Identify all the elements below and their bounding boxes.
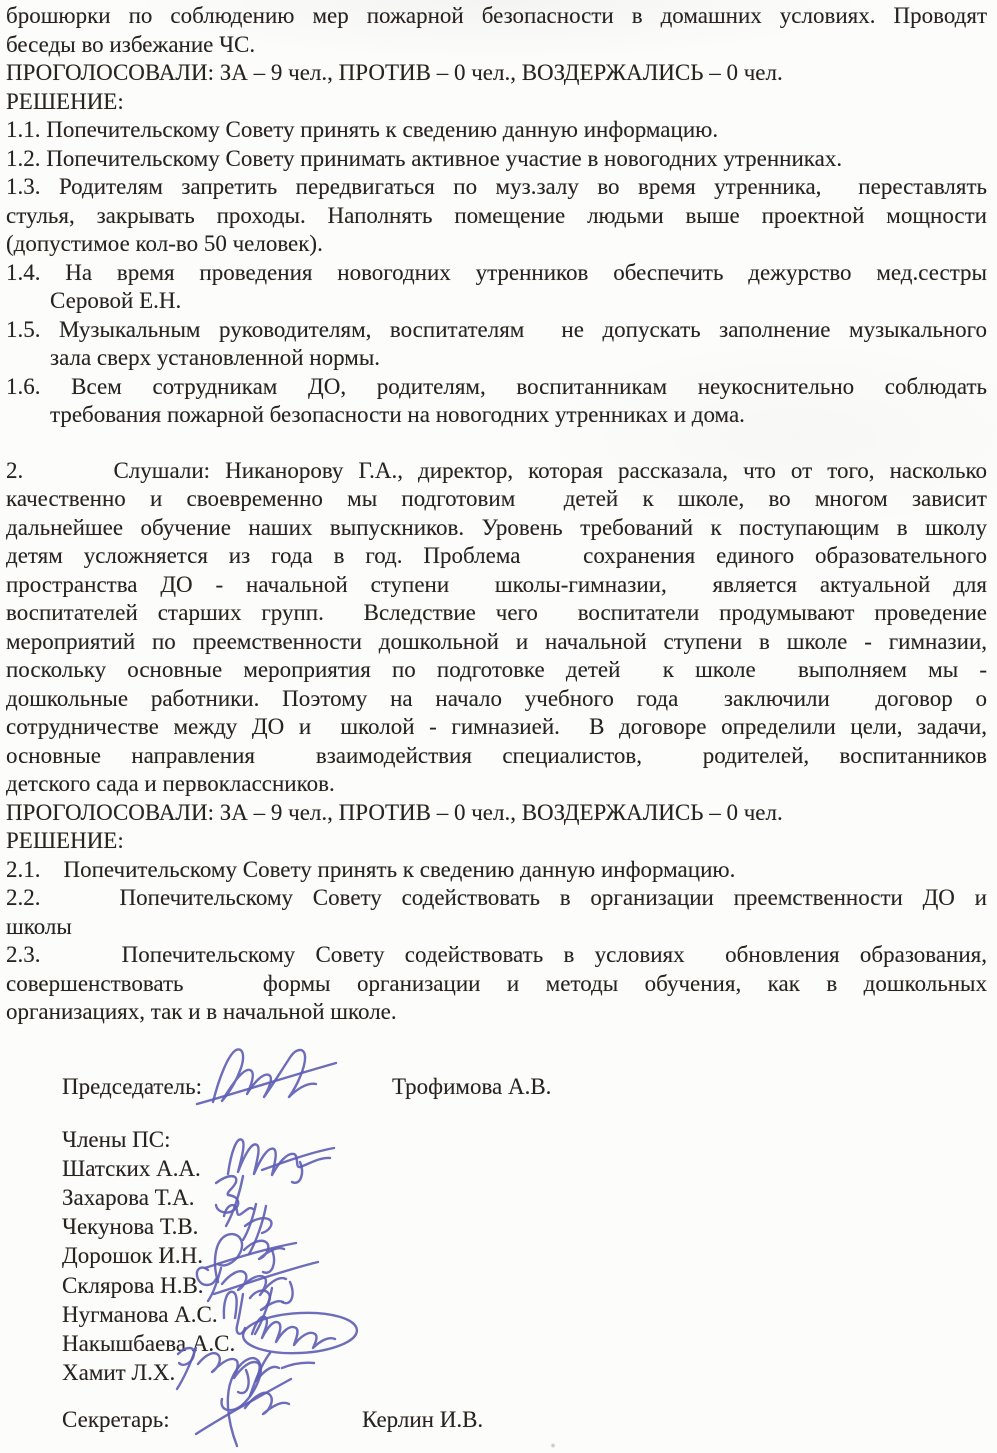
member-name: Захарова Т.А. [62, 1184, 195, 1210]
text-line: мероприятий по преемственности дошкольной и начальной ступени в школе - гимназии, [6, 628, 987, 654]
text-line: 1.1. Попечительскому Совету принять к сведению данную информацию. [6, 117, 719, 142]
members-label: Члены ПС: [62, 1126, 171, 1152]
text-line: воспитателей старших групп. Вследствие чего воспитатели продумывают проведение [6, 600, 987, 625]
text-line: беседы во избежание ЧС. [6, 31, 256, 57]
text-line: детям усложняется из года в год. Проблема сохранения единого образовательного [6, 543, 987, 568]
text-line: 2.2. Попечительскому Совету содействовать в организации преемственности ДО и [6, 885, 987, 910]
members-list [0, 1154, 997, 1388]
text-line: 1.4. На время проведения новогодних утренников обеспечить дежурство мед.сестры [6, 259, 987, 285]
text-line: детского сада и первоклассников. [6, 771, 335, 796]
member-name: Накышбаева А.С. [62, 1330, 236, 1356]
member-name: Нугманова А.С. [62, 1301, 218, 1327]
text-line: 2. Слушали: Никанорову Г.А., директор, которая рассказала, что от того, насколько [6, 457, 987, 483]
member-name: Склярова Н.В. [62, 1272, 204, 1298]
text-line: поскольку основные мероприятия по подготовке детей к школе выполняем мы - [6, 657, 987, 682]
text-line: пространства ДО - начальной ступени школы-гимназии, является актуальной для [6, 571, 987, 597]
text-line: ПРОГОЛОСОВАЛИ: ЗА – 9 чел., ПРОТИВ – 0 чел., ВОЗДЕРЖАЛИСЬ – 0 чел. [6, 799, 783, 825]
text-line: 1.6. Всем сотрудникам ДО, родителям, воспитанникам неукоснительно соблюдать [6, 373, 987, 399]
text-line: зала сверх установленной нормы. [50, 345, 381, 370]
text-line: стулья, закрывать проходы. Наполнять помещение людьми выше проектной мощности [6, 202, 987, 228]
secretary-name: Керлин И.В. [362, 1407, 484, 1433]
text-line: РЕШЕНИЕ: [6, 828, 124, 853]
member-name: Шатских А.А. [62, 1155, 201, 1181]
secretary-label: Секретарь: [62, 1407, 170, 1433]
text-line: школы [6, 913, 72, 939]
member-name: Чекунова Т.В. [62, 1214, 199, 1240]
text-line: организациях, так и в начальной школе. [6, 999, 397, 1024]
text-line: 1.2. Попечительскому Совету принимать активное участие в новогодних утренниках. [6, 145, 843, 171]
chair-label: Председатель: [62, 1073, 203, 1099]
text-line: основные направления взаимодействия специалистов, родителей, воспитанников [6, 742, 987, 768]
text-line: совершенствовать формы организации и методы обучения, как в дошкольных [6, 970, 987, 996]
scan-speck-artifact [550, 1443, 556, 1448]
text-line: дошкольные работники. Поэтому на начало учебного года заключили договор о [6, 685, 987, 711]
member-name: Хамит Л.Х. [62, 1360, 176, 1386]
member-name: Дорошок И.Н. [62, 1243, 204, 1269]
text-line: Серовой Е.Н. [50, 288, 182, 313]
text-line: (допустимое кол-во 50 человек). [6, 231, 323, 256]
text-line: брошюрки по соблюдению мер пожарной безопасности в домашних условиях. Проводят [6, 3, 987, 28]
text-line: 2.3. Попечительскому Совету содействовать в условиях обновления образования, [6, 942, 987, 967]
secretary-row [0, 1405, 997, 1434]
text-line: качественно и своевременно мы подготовим детей к школе, во многом зависит [6, 486, 987, 511]
signature-section [0, 1072, 997, 1435]
chair-name: Трофимова А.В. [392, 1073, 552, 1099]
text-line: 1.5. Музыкальным руководителям, воспитателям не допускать заполнение музыкального [6, 316, 987, 342]
text-line: требования пожарной безопасности на новогодних утренниках и дома. [50, 402, 745, 427]
chair-row [0, 1072, 997, 1101]
text-line: дальнейшее обучение наших выпускников. Уровень требований к поступающим в школу [6, 514, 987, 540]
text-line: РЕШЕНИЕ: [6, 88, 124, 114]
text-line: ПРОГОЛОСОВАЛИ: ЗА – 9 чел., ПРОТИВ – 0 чел., ВОЗДЕРЖАЛИСЬ – 0 чел. [6, 60, 783, 85]
text-line: сотрудничестве между ДО и школой - гимназией. В договоре определили цели, задачи, [6, 714, 987, 739]
text-line: 1.3. Родителям запретить передвигаться по муз.залу во время утренника, переставлять [6, 174, 987, 199]
text-line: 2.1. Попечительскому Совету принять к сведению данную информацию. [6, 856, 736, 882]
